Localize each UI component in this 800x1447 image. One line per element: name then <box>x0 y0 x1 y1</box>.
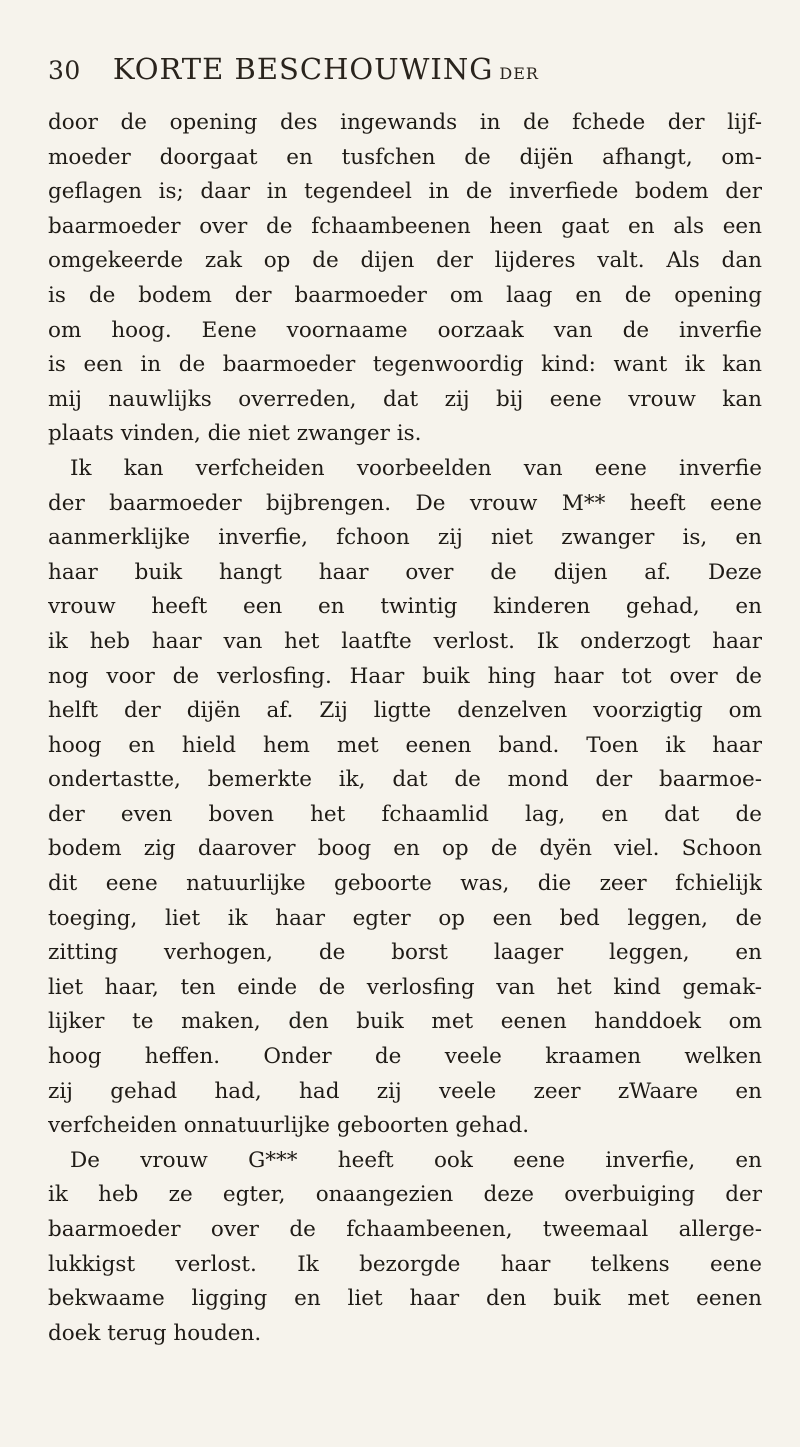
text-line: geflagen is; daar in tegendeel in de inverfiede bodem der <box>48 179 762 205</box>
text-line: zitting verhogen, de borst laager leggen, en <box>48 940 762 966</box>
text-line: doek terug houden. <box>48 1320 262 1346</box>
text-line: baarmoeder over de fchaambeenen, tweemaal allerge- <box>48 1217 762 1242</box>
text-line: haar buik hangt haar over de dijen af. Deze <box>48 559 762 585</box>
text-line: der even boven het fchaamlid lag, en dat de <box>48 801 762 827</box>
running-title: KORTE BESCHOUWING <box>112 52 494 86</box>
text-line: dit eene natuurlijke geboorte was, die zeer fchielijk <box>48 871 762 897</box>
text-line: moeder doorgaat en tusfchen de dijën afhangt, om- <box>48 144 762 170</box>
text-line: verfcheiden onnatuurlijke geboorten gehad. <box>48 1113 530 1139</box>
text-line: ondertastte, bemerkte ik, dat de mond der baarmoe- <box>48 767 762 793</box>
text-line: is de bodem der baarmoeder om laag en de opening <box>48 282 762 308</box>
text-line: helft der dijën af. Zij ligtte denzelven voorzigtig om <box>48 698 762 724</box>
text-line: mij nauwlijks overreden, dat zij bij eene vrouw kan <box>48 386 762 412</box>
text-line: ik heb ze egter, onaangezien deze overbuiging der <box>48 1182 762 1208</box>
text-line: der baarmoeder bijbrengen. De vrouw M** heeft eene <box>48 490 762 516</box>
text-line: baarmoeder over de fchaambeenen heen gaat en als een <box>48 213 762 239</box>
body-text <box>48 106 762 1351</box>
text-line: lukkigst verlost. Ik bezorgde haar telkens eene <box>48 1251 762 1277</box>
text-line: door de opening des ingewands in de fchede der lijf- <box>48 110 762 135</box>
paragraph-first-line: De vrouw G*** heeft ook eene inverfie, en <box>70 1147 762 1173</box>
text-line: plaats vinden, die niet zwanger is. <box>48 421 422 447</box>
running-title-suffix: DER <box>499 64 539 83</box>
text-line: aanmerklijke inverfie, fchoon zij niet zwanger is, en <box>48 525 762 551</box>
text-line: vrouw heeft een en twintig kinderen gehad, en <box>48 594 762 620</box>
text-line: ik heb haar van het laatfte verlost. Ik onderzogt haar <box>48 628 762 654</box>
text-line: toeging, liet ik haar egter op een bed leggen, de <box>48 905 762 931</box>
text-line: om hoog. Eene voornaame oorzaak van de inverfie <box>48 317 762 343</box>
paragraph-first-line: Ik kan verfcheiden voorbeelden van eene inverfie <box>70 455 762 481</box>
running-head <box>48 52 762 86</box>
text-line: hoog heffen. Onder de veele kraamen welken <box>48 1044 762 1070</box>
text-line: hoog en hield hem met eenen band. Toen ik haar <box>48 732 762 758</box>
text-line: bodem zig daarover boog en op de dyën viel. Schoon <box>48 836 762 862</box>
text-line: liet haar, ten einde de verlosfing van het kind gemak- <box>48 974 762 1000</box>
text-line: lijker te maken, den buik met eenen handdoek om <box>48 1009 762 1035</box>
text-line: zij gehad had, had zij veele zeer zWaare en <box>48 1078 762 1104</box>
text-line: is een in de baarmoeder tegenwoordig kind: want ik kan <box>48 352 762 378</box>
text-line: nog voor de verlosfing. Haar buik hing haar tot over de <box>48 663 762 689</box>
text-line: omgekeerde zak op de dijen der lijderes valt. Als dan <box>48 248 762 274</box>
page-number: 30 <box>48 56 81 85</box>
text-line: bekwaame ligging en liet haar den buik met eenen <box>48 1286 762 1312</box>
